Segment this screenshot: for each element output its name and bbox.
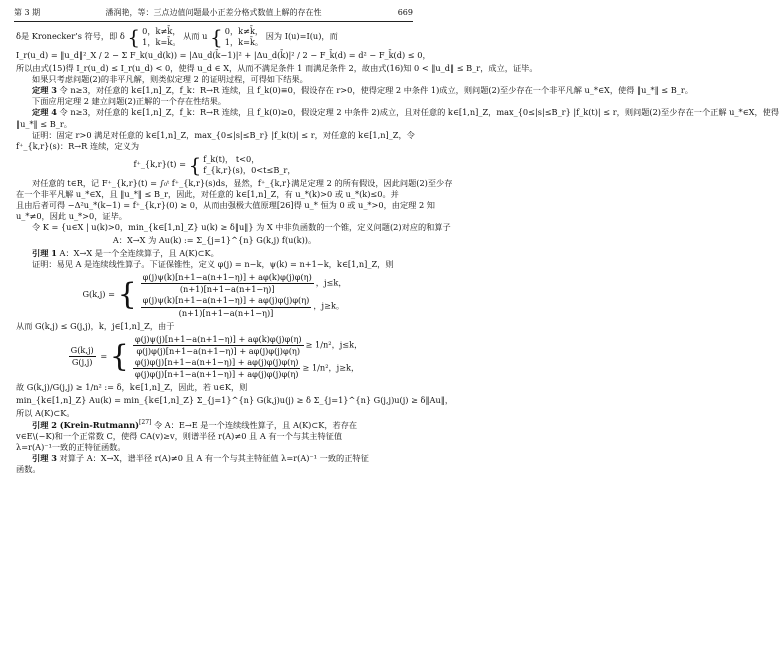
header-rule xyxy=(14,21,413,22)
cone-definition: 令 K = {u∈X | u(k)>0，min_{k∈[1,n]_Z} u(k) ≥ δ‖u‖} 为 X 中非负函数的一个锥，定义问题(2)对应的和算子 xyxy=(32,222,451,233)
body-text xyxy=(16,25,779,475)
lemma-2: 引理 2 (Krein-Rutmann)[27] 令 A：E→E 是一个连续线性算子，且 A(K)⊂K，若存在 xyxy=(32,419,358,431)
kronecker-line: δ是 Kronecker’s 符号，即 δ { 0，k≠k̄， 1，k=k̄。 从而 u { 0，k≠k̄， 1，k=k̄。 因为 I(u)=I(u)，而 xyxy=(16,25,338,50)
proof-text: f⁺_{k,r}(s)：R→R 连续，定义为 xyxy=(16,140,140,151)
equation-ratio: $\frac{G(k,j)}{G(j,j)}$ = { $\frac{\varphi(j)\psi(j)[n+1-a(n+1-\eta)] + a\varphi(k)\varphi(j)\varphi(\eta)}{\varphi(j)\varphi(j)[n+1-a(n+1-\eta)] + a\varphi(j)\varphi(j)\varphi(\eta)}$ ≥ 1/n²，j≤k， $\frac{\varphi(j)\varphi(j)[n+1-a(n+1-\eta)] + a\varphi(j)\varphi(j)\varphi(\eta)}{\varphi(j)\varphi(j)[n+1-a(n+1-\eta)] + a\varphi(j)\varphi(j)\varphi(\eta)}$ ≥ 1/n²，j≥k， xyxy=(70,333,363,379)
page-number: 669 xyxy=(397,7,413,17)
lemma-1: 引理 1 A：X→X 是一个全连续算子，且 A(K)⊂K。 xyxy=(32,248,219,259)
running-header xyxy=(14,6,413,20)
proof-text: 对任意的 t∈R，记 F⁺_{k,r}(t) = ∫₀ᵗ f⁺_{k,r}(s)ds，显然，f⁺_{k,r}满足定理 2 的所有假设，因此问题(2)至少存 xyxy=(32,177,453,188)
proof-text: 从而 G(k,j) ≤ G(j,j)，k，j∈[1,n]_Z，由于 xyxy=(16,320,175,331)
lemma-text: λ=r(A)⁻¹一致的正特征函数。 xyxy=(16,442,126,453)
proof-text: u_*≠0，因此 u_*>0，证毕。 xyxy=(16,211,127,221)
proof-text: 证明：固定 r>0 满足对任意的 k∈[1,n]_Z，max_{0≤|s|≤B_r} |f_k(t)| ≤ r，对任意的 k∈[1,n]_Z，令 xyxy=(32,129,415,140)
equation-green-function: G(k,j) = { $\frac{\varphi(j)\psi(k)[n+1-a(n+1-\eta)] + a\varphi(k)\varphi(j)\varphi(\eta)}{(n+1)[n+1-a(n+1-\eta)]}$ ，j≤k， $\frac{\varphi(j)\psi(k)[n+1-a(n+1-\eta)] + a\varphi(j)\varphi(j)\varphi(\eta)}{(n+1)[n+1-a(n+1-\eta)]}$ ，j≥k。 xyxy=(82,272,347,318)
proof-text: 证明：易见 A 是连续线性算子。下证保锥性，定义 φ(j) = n−k，ψ(k) = n+1−k，k∈[1,n]_Z，则 xyxy=(32,259,394,270)
text-line: ‖u_*‖ ≤ B_r。 xyxy=(16,118,72,129)
equation-operator: A：X→X 为 Au(k) := Σ_{j=1}^{n} G(k,j) f(u(k))。 xyxy=(112,235,317,246)
equation-truncation: f⁺_{k,r}(t) = { f_k(t)， t<0， f_{k,r}(s)，0<t≤B_r， xyxy=(133,152,296,177)
running-title: 潘润艳，等：三点边值问题最小正差分格式数值上解的存在性 xyxy=(105,7,322,17)
proof-text: 故 G(k,j)/G(j,j) ≥ 1/n² := δ，k∈[1,n]_Z，因此，若 u∈K，则 xyxy=(16,381,248,392)
text-line: 所以由式(15)得 I_r(u_d) ≤ I_r(u_d) < 0，使得 u_d ∈ X，从而不满足条件 1 而满足条件 2，故由式(16)知 0 < ‖u_d‖ ≤ B_r，成立，证毕。 xyxy=(16,63,538,74)
proof-text: 且由后者可得 −Δ²u_*(k−1) = f⁺_{k,r}(0) ≥ 0，从而由强极大值原理[26]得 u_* 恒为 0 或 u_*>0，由定理 2 知 xyxy=(16,199,435,210)
text-line: 下面应用定理 2 建立问题(2)正解的一个存在性结果。 xyxy=(32,96,226,107)
proof-text: 所以 A(K)⊂K。 xyxy=(16,408,75,418)
equation-min: min_{k∈[1,n]_Z} Au(k) = min_{k∈[1,n]_Z} Σ_{j=1}^{n} G(k,j)u(j) ≥ δ Σ_{j=1}^{n} G(j,j)u(j) ≥ δ‖Au‖， xyxy=(16,394,454,405)
text-line: 如果只考虑问题(2)的非平凡解，则类似定理 2 的证明过程，可得如下结果。 xyxy=(32,74,308,85)
proof-text: 在一个非平凡解 u_*∈X，且 ‖u_*‖ ≤ B_r，因此，对任意的 k∈[1,n]_Z，有 u_*(k)>0 或 u_*(k)≤0。并 xyxy=(16,188,399,199)
equation-energy: I_r(u_d) = ‖u_d‖²_X / 2 − Σ F_k(u_d(k)) = |Δu_d(k̄−1)|² + |Δu_d(k̄)|² / 2 − F_k̄(d) = d² − F_k̄(d) ≤ 0， xyxy=(16,50,431,61)
lemma-text: v∈E\(−K)和一个正常数 C，使得 CA(v)≥v，则谱半径 r(A)≠0 且 A 有一个与其主特征值 xyxy=(16,431,343,442)
theorem-4: 定理 4 令 n≥3，对任意的 k∈[1,n]_Z，f_k：R→R 连续，且 f_k(0)≥0，假设定理 2 中条件 2)成立，且对任意的 k∈[1,n]_Z，max_{0≤|s|≤B_r} |f_k(t)| ≤ r，则问题(2)至少存在一个正解 u_*∈X，使得 xyxy=(32,107,779,118)
lemma-text: 函数。 xyxy=(16,464,41,475)
issue-label: 第 3 期 xyxy=(14,7,41,17)
lemma-3: 引理 3 对算子 A：X→X，谱半径 r(A)≠0 且 A 有一个与其主特征值 λ=r(A)⁻¹ 一致的正特征 xyxy=(32,453,369,464)
theorem-3: 定理 3 令 n≥3，对任意的 k∈[1,n]_Z，f_k：R→R 连续，且 f_k(0)≡0，假设存在 r>0，使得定理 2 中条件 1)成立，则问题(2)至少存在一个非平凡解 u_*∈X，使得 ‖u_*‖ ≤ B_r。 xyxy=(32,85,693,96)
